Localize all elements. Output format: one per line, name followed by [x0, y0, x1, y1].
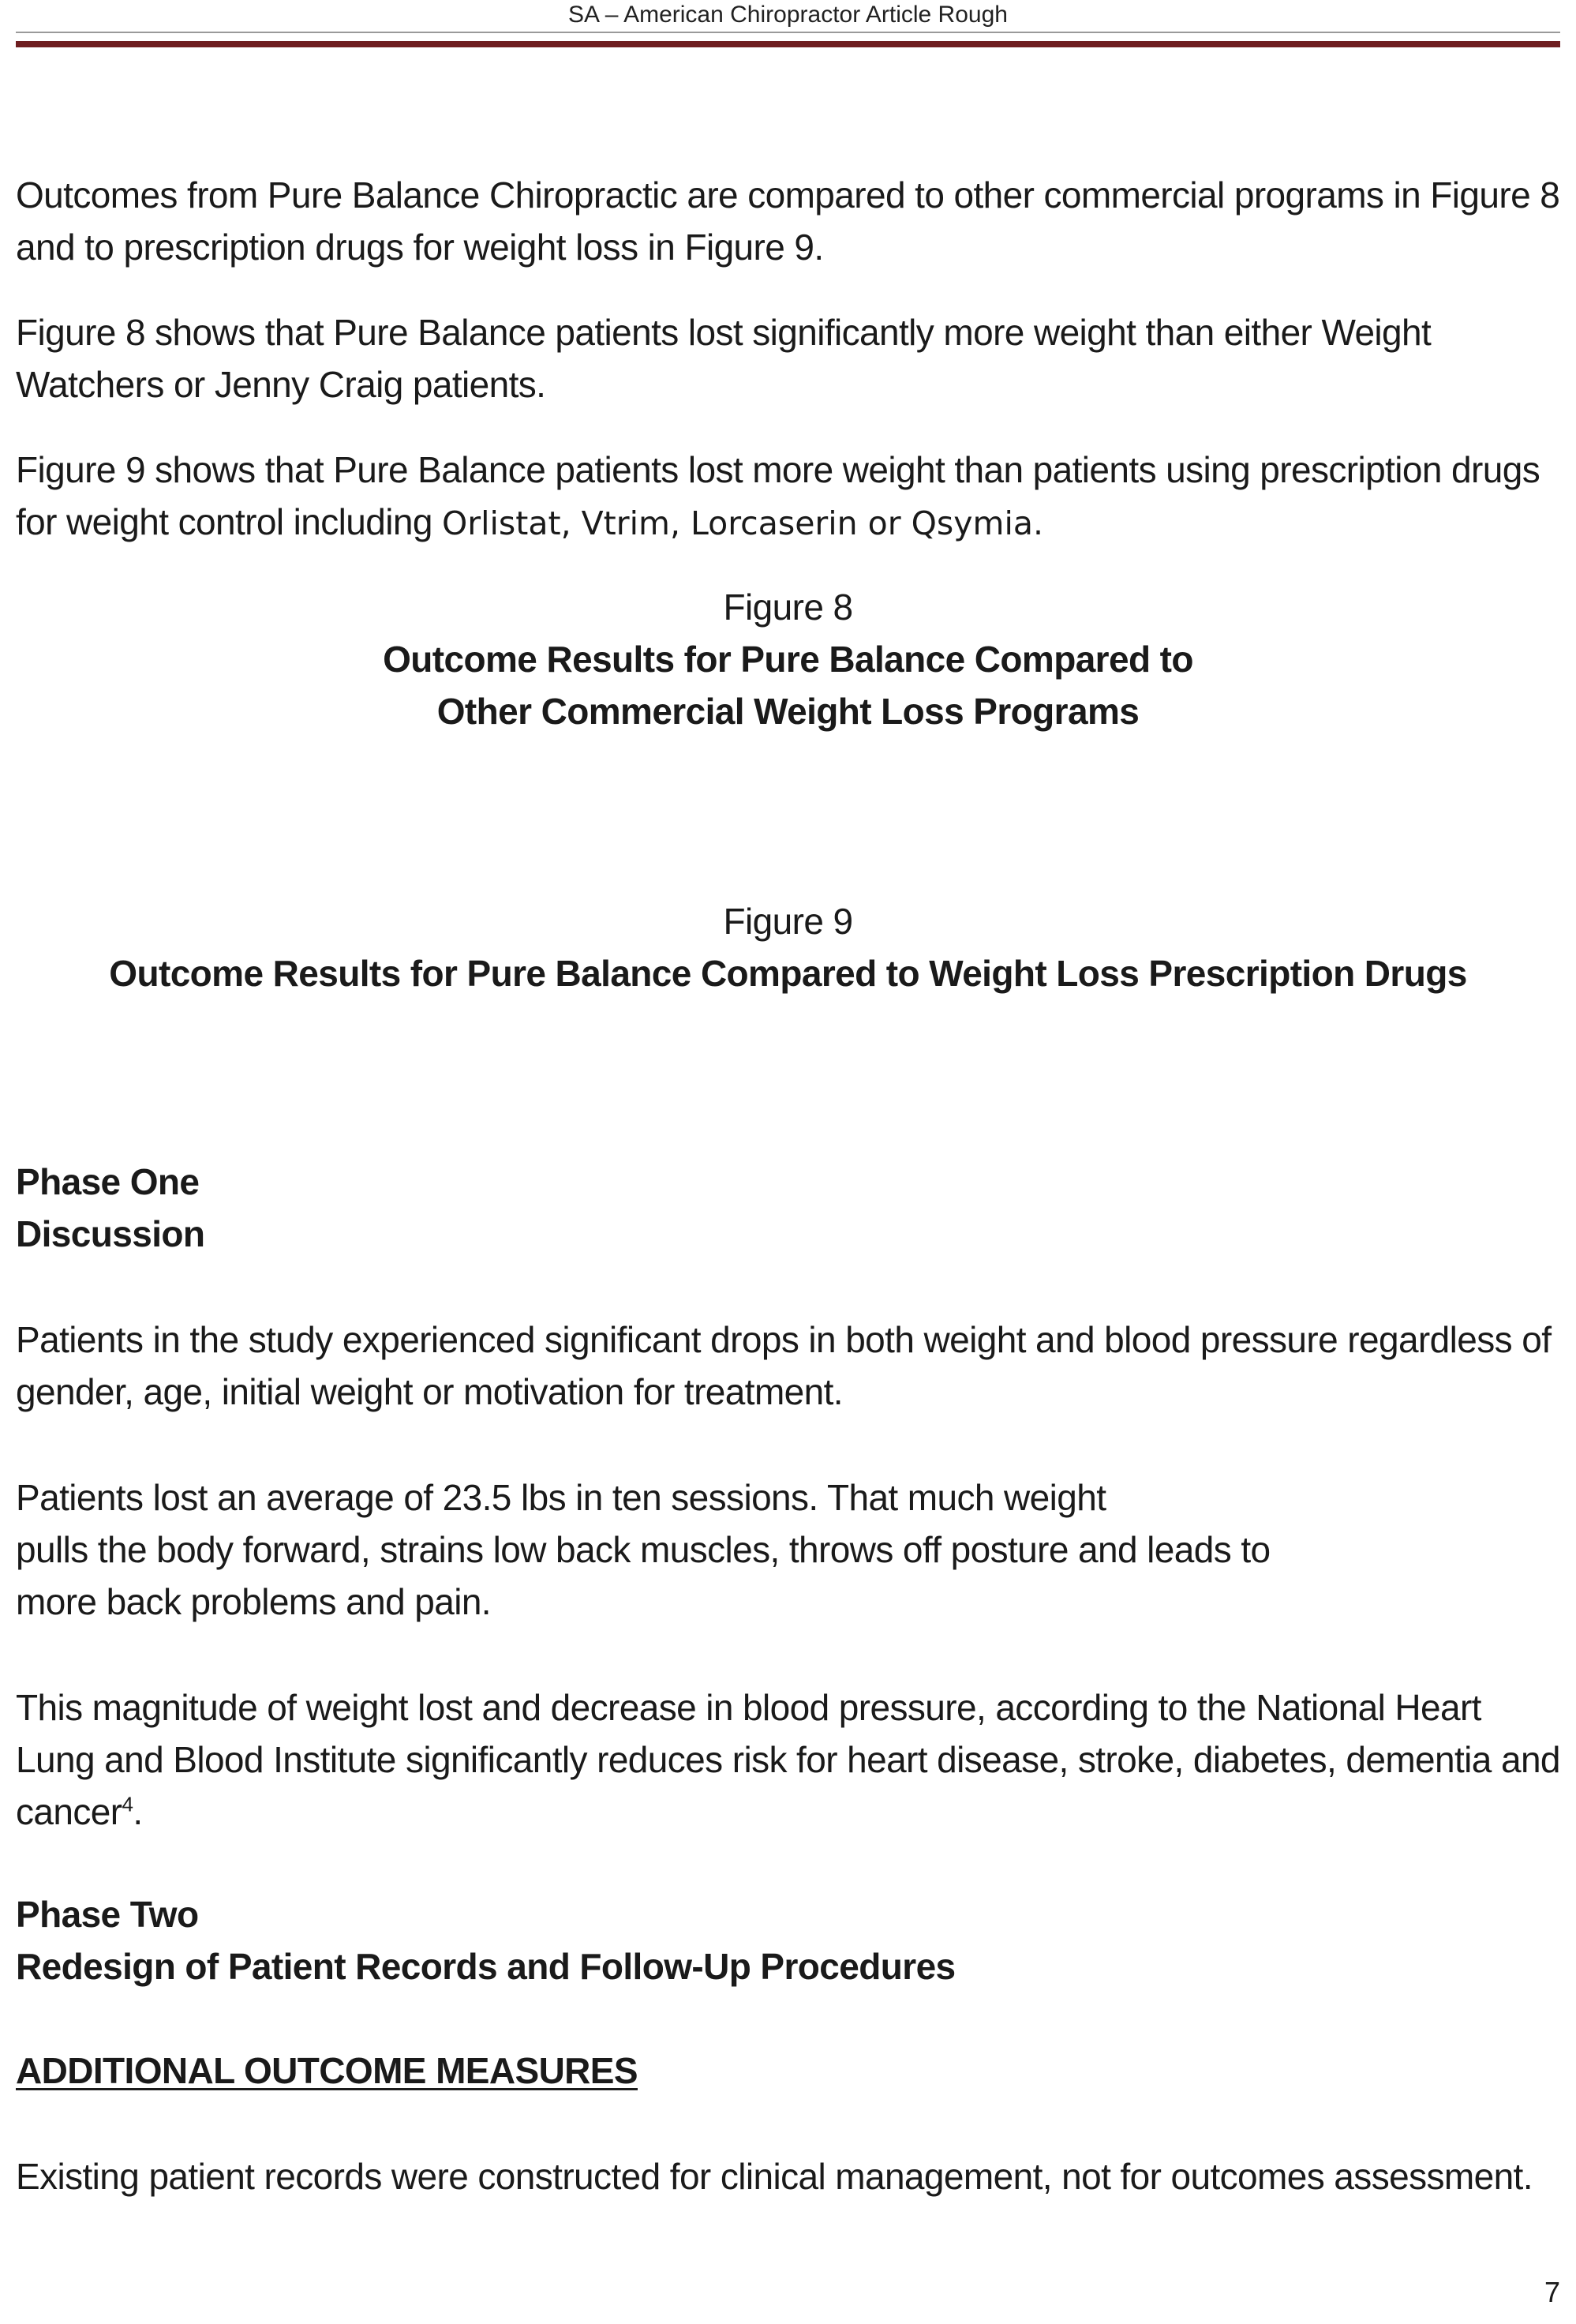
figure8-label: Figure 8	[723, 587, 853, 628]
discussion-paragraph-3	[16, 1681, 1563, 1838]
figure8-caption	[0, 581, 1576, 737]
figure9-summary-paragraph	[16, 444, 1563, 549]
citation-superscript: 4	[122, 1792, 133, 1816]
header-divider-thin	[16, 32, 1560, 33]
phase-two-paragraph-1: Existing patient records were constructed for clinical management, not for outcomes assessment.	[16, 2156, 1533, 2197]
figure8-summary-paragraph: Figure 8 shows that Pure Balance patients lost significantly more weight than either Weight Watchers or Jenny Craig patients.	[16, 312, 1432, 405]
phase-one-heading: Phase One	[16, 1161, 200, 1202]
redesign-heading: Redesign of Patient Records and Follow-Up Procedures	[16, 1946, 956, 1987]
drug-list: Orlistat, Vtrim, Lorcaserin or Qsymia.	[442, 504, 1044, 542]
running-header: SA – American Chiropractor Article Rough	[568, 2, 1008, 28]
figure9-title: Outcome Results for Pure Balance Compared to Weight Loss Prescription Drugs	[109, 953, 1467, 994]
figure8-title-line1: Outcome Results for Pure Balance Compared to	[383, 639, 1193, 680]
discussion-paragraph-2-line1: Patients lost an average of 23.5 lbs in ten sessions. That much weight	[16, 1477, 1106, 1518]
discussion-heading: Discussion	[16, 1213, 205, 1254]
figure8-title-line2: Other Commercial Weight Loss Programs	[436, 691, 1140, 732]
discussion-paragraph-2-line2: pulls the body forward, strains low back muscles, throws off posture and leads to	[16, 1529, 1271, 1570]
figure9-summary-text: Figure 9 shows that Pure Balance patients lost more weight than patients using prescription drugs for weight control including	[16, 449, 1540, 542]
phase-two-heading: Phase Two	[16, 1894, 199, 1935]
discussion-paragraph-2-line3: more back problems and pain.	[16, 1581, 491, 1622]
figure9-caption	[0, 895, 1576, 999]
discussion-paragraph-1: Patients in the study experienced significant drops in both weight and blood pressure regardless of gender, age, initial weight or motivation for treatment.	[16, 1319, 1552, 1412]
discussion-paragraph-2	[16, 1471, 1563, 1628]
header-divider-thick	[16, 41, 1560, 47]
additional-outcome-measures-heading: ADDITIONAL OUTCOME MEASURES	[16, 2050, 638, 2091]
page-number: 7	[1544, 2276, 1560, 2308]
figure9-label: Figure 9	[723, 901, 853, 942]
intro-paragraph: Outcomes from Pure Balance Chiropractic are compared to other commercial programs in Figure 8 and to prescription drugs for weight loss in Figure 9.	[16, 174, 1560, 268]
discussion-paragraph-3-text: This magnitude of weight lost and decrease in blood pressure, according to the National Heart Lung and Blood Institute significantly reduces risk for heart disease, stroke, diabetes, dementia and cancer	[16, 1687, 1560, 1832]
discussion-paragraph-3-end: .	[133, 1791, 143, 1832]
